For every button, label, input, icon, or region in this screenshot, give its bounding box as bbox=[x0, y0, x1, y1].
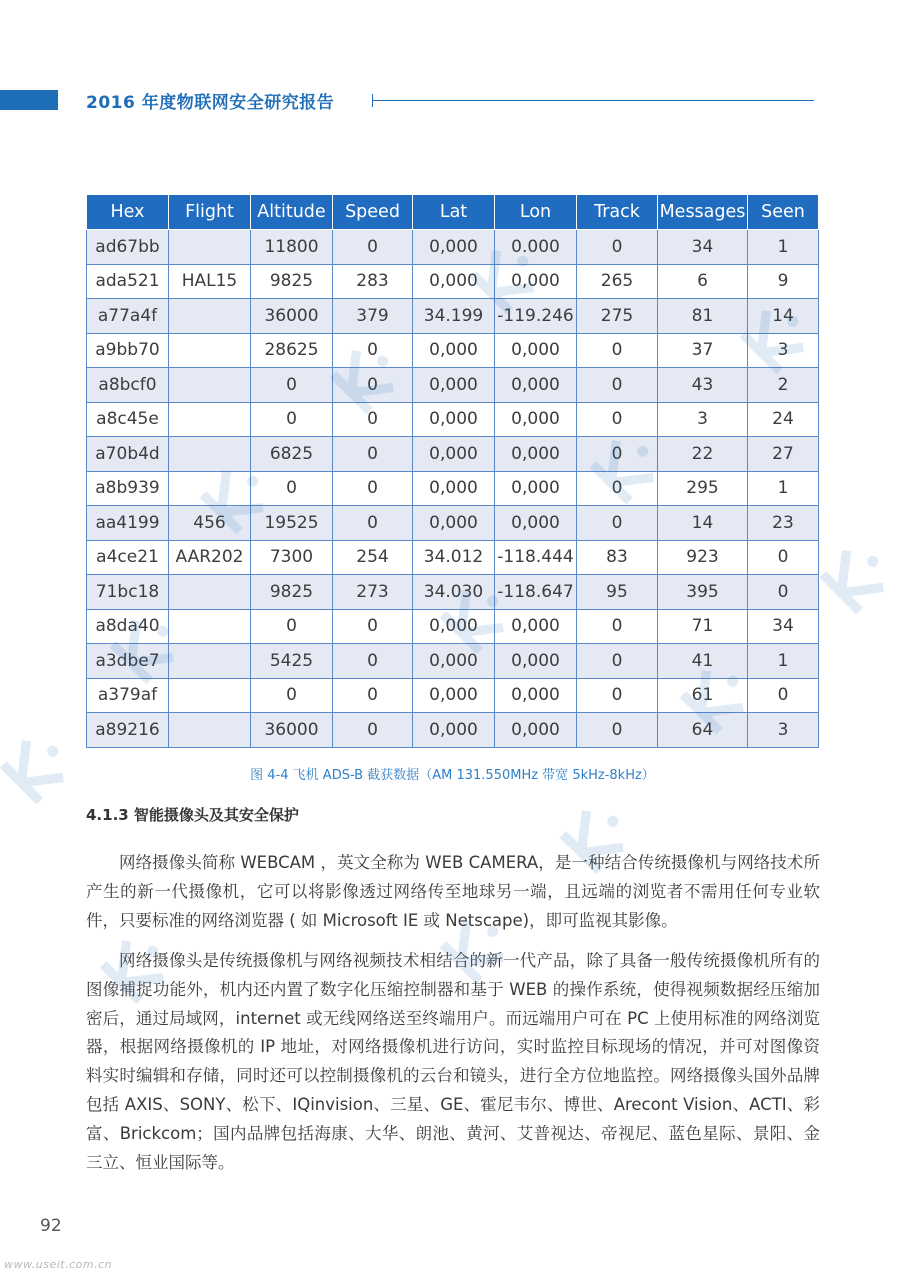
cell-altitude: 0 bbox=[251, 678, 333, 713]
cell-messages: 71 bbox=[658, 609, 748, 644]
cell-altitude: 28625 bbox=[251, 333, 333, 368]
cell-flight bbox=[169, 368, 251, 403]
cell-lat: 0,000 bbox=[413, 230, 495, 265]
cell-hex: a8c45e bbox=[87, 402, 169, 437]
cell-speed: 254 bbox=[333, 540, 413, 575]
cell-hex: a8bcf0 bbox=[87, 368, 169, 403]
cell-speed: 0 bbox=[333, 713, 413, 748]
cell-speed: 0 bbox=[333, 402, 413, 437]
table-row bbox=[87, 540, 819, 575]
report-title: 2016 年度物联网安全研究报告 bbox=[86, 93, 335, 113]
cell-altitude: 36000 bbox=[251, 713, 333, 748]
header-rule bbox=[372, 100, 814, 101]
cell-track: 0 bbox=[577, 713, 658, 748]
cell-messages: 43 bbox=[658, 368, 748, 403]
cell-track: 0 bbox=[577, 437, 658, 472]
cell-lat: 0,000 bbox=[413, 713, 495, 748]
cell-flight bbox=[169, 333, 251, 368]
cell-speed: 273 bbox=[333, 575, 413, 610]
cell-flight bbox=[169, 299, 251, 334]
cell-lon: 0,000 bbox=[495, 713, 577, 748]
cell-altitude: 7300 bbox=[251, 540, 333, 575]
column-header-messages: Messages bbox=[658, 195, 748, 230]
cell-hex: a70b4d bbox=[87, 437, 169, 472]
cell-speed: 0 bbox=[333, 230, 413, 265]
cell-lat: 0,000 bbox=[413, 609, 495, 644]
cell-messages: 81 bbox=[658, 299, 748, 334]
cell-lon: 0,000 bbox=[495, 402, 577, 437]
cell-flight bbox=[169, 402, 251, 437]
cell-altitude: 9825 bbox=[251, 264, 333, 299]
cell-seen: 9 bbox=[748, 264, 819, 299]
table-row bbox=[87, 230, 819, 265]
cell-seen: 0 bbox=[748, 575, 819, 610]
cell-speed: 0 bbox=[333, 333, 413, 368]
cell-seen: 34 bbox=[748, 609, 819, 644]
header-accent-bar bbox=[0, 90, 58, 110]
table-header-row bbox=[87, 195, 819, 230]
cell-speed: 0 bbox=[333, 644, 413, 679]
cell-hex: aa4199 bbox=[87, 506, 169, 541]
cell-hex: 71bc18 bbox=[87, 575, 169, 610]
cell-seen: 1 bbox=[748, 644, 819, 679]
cell-altitude: 19525 bbox=[251, 506, 333, 541]
cell-speed: 0 bbox=[333, 368, 413, 403]
cell-lon: 0,000 bbox=[495, 506, 577, 541]
table-row bbox=[87, 506, 819, 541]
cell-messages: 295 bbox=[658, 471, 748, 506]
cell-lon: 0,000 bbox=[495, 678, 577, 713]
cell-lat: 0,000 bbox=[413, 644, 495, 679]
cell-speed: 283 bbox=[333, 264, 413, 299]
cell-messages: 41 bbox=[658, 644, 748, 679]
cell-lat: 0,000 bbox=[413, 368, 495, 403]
cell-hex: a8b939 bbox=[87, 471, 169, 506]
figure-caption: 图 4-4 飞机 ADS-B 截获数据（AM 131.550MHz 带宽 5kHz-8kHz） bbox=[250, 768, 655, 783]
column-header-lon: Lon bbox=[495, 195, 577, 230]
table-row bbox=[87, 299, 819, 334]
cell-hex: a3dbe7 bbox=[87, 644, 169, 679]
cell-track: 95 bbox=[577, 575, 658, 610]
cell-speed: 0 bbox=[333, 437, 413, 472]
cell-messages: 37 bbox=[658, 333, 748, 368]
cell-altitude: 9825 bbox=[251, 575, 333, 610]
page-number: 92 bbox=[40, 1216, 62, 1236]
cell-flight: HAL15 bbox=[169, 264, 251, 299]
cell-lon: -118.647 bbox=[495, 575, 577, 610]
cell-lon: -118.444 bbox=[495, 540, 577, 575]
cell-flight bbox=[169, 230, 251, 265]
column-header-hex: Hex bbox=[87, 195, 169, 230]
column-header-flight: Flight bbox=[169, 195, 251, 230]
cell-messages: 34 bbox=[658, 230, 748, 265]
cell-lat: 34.030 bbox=[413, 575, 495, 610]
cell-seen: 2 bbox=[748, 368, 819, 403]
cell-altitude: 0 bbox=[251, 471, 333, 506]
cell-messages: 22 bbox=[658, 437, 748, 472]
body-paragraph: 网络摄像头是传统摄像机与网络视频技术相结合的新一代产品，除了具备一般传统摄像机所有的图像捕捉功能外，机内还内置了数字化压缩控制器和基于 WEB 的操作系统，使得视频数据经压缩加密后，通过局域网，internet 或无线网络送至终端用户。而远端用户可在 PC 上使用标准的网络浏览器，根据网络摄像机的 IP 地址，对网络摄像机进行访问，实时监控目标现场的情况，并可对图像资料实时编辑和存储，同时还可以控制摄像机的云台和镜头，进行全方位地监控。网络摄像头国外品牌包括 AXIS、SONY、松下、IQinvision、三星、GE、霍尼韦尔、博世、Arecont Vision、ACTI、彩富、Brickcom；国内品牌包括海康、大华、朗池、黄河、艾普视达、帝视尼、蓝色星际、景阳、金三立、恒业国际等。 bbox=[86, 951, 820, 1172]
cell-flight bbox=[169, 678, 251, 713]
watermark-logo-icon bbox=[805, 525, 905, 630]
cell-hex: a379af bbox=[87, 678, 169, 713]
cell-messages: 6 bbox=[658, 264, 748, 299]
cell-flight: 456 bbox=[169, 506, 251, 541]
cell-track: 0 bbox=[577, 333, 658, 368]
site-url: www.useit.com.cn bbox=[4, 1258, 113, 1271]
cell-lon: 0,000 bbox=[495, 437, 577, 472]
cell-hex: a9bb70 bbox=[87, 333, 169, 368]
cell-lat: 34.012 bbox=[413, 540, 495, 575]
cell-lat: 0,000 bbox=[413, 402, 495, 437]
cell-altitude: 36000 bbox=[251, 299, 333, 334]
cell-speed: 0 bbox=[333, 609, 413, 644]
cell-seen: 3 bbox=[748, 333, 819, 368]
cell-track: 83 bbox=[577, 540, 658, 575]
cell-messages: 923 bbox=[658, 540, 748, 575]
cell-track: 275 bbox=[577, 299, 658, 334]
cell-lat: 0,000 bbox=[413, 471, 495, 506]
cell-speed: 379 bbox=[333, 299, 413, 334]
cell-altitude: 0 bbox=[251, 368, 333, 403]
cell-lat: 0,000 bbox=[413, 264, 495, 299]
column-header-speed: Speed bbox=[333, 195, 413, 230]
cell-lon: 0,000 bbox=[495, 471, 577, 506]
cell-seen: 0 bbox=[748, 540, 819, 575]
cell-messages: 64 bbox=[658, 713, 748, 748]
cell-speed: 0 bbox=[333, 506, 413, 541]
cell-track: 265 bbox=[577, 264, 658, 299]
cell-lon: 0,000 bbox=[495, 609, 577, 644]
cell-seen: 14 bbox=[748, 299, 819, 334]
cell-lon: 0,000 bbox=[495, 644, 577, 679]
table-row bbox=[87, 368, 819, 403]
cell-seen: 27 bbox=[748, 437, 819, 472]
cell-messages: 14 bbox=[658, 506, 748, 541]
cell-hex: ad67bb bbox=[87, 230, 169, 265]
cell-track: 0 bbox=[577, 471, 658, 506]
cell-hex: ada521 bbox=[87, 264, 169, 299]
column-header-seen: Seen bbox=[748, 195, 819, 230]
column-header-track: Track bbox=[577, 195, 658, 230]
body-paragraph: 网络摄像头简称 WEBCAM ，英文全称为 WEB CAMERA，是一种结合传统摄像机与网络技术所产生的新一代摄像机，它可以将影像透过网络传至地球另一端，且远端的浏览者不需用任何专业软件，只要标准的网络浏览器 ( 如 Microsoft IE 或 Netscape)，即可监视其影像。 bbox=[86, 853, 820, 930]
table-row bbox=[87, 264, 819, 299]
cell-altitude: 5425 bbox=[251, 644, 333, 679]
column-header-altitude: Altitude bbox=[251, 195, 333, 230]
cell-altitude: 0 bbox=[251, 402, 333, 437]
cell-track: 0 bbox=[577, 368, 658, 403]
cell-altitude: 0 bbox=[251, 609, 333, 644]
section-heading: 4.1.3 智能摄像头及其安全保护 bbox=[86, 806, 299, 824]
cell-lon: 0,000 bbox=[495, 264, 577, 299]
cell-messages: 61 bbox=[658, 678, 748, 713]
cell-seen: 1 bbox=[748, 471, 819, 506]
cell-speed: 0 bbox=[333, 678, 413, 713]
cell-lon: -119.246 bbox=[495, 299, 577, 334]
cell-speed: 0 bbox=[333, 471, 413, 506]
cell-messages: 395 bbox=[658, 575, 748, 610]
cell-lat: 0,000 bbox=[413, 678, 495, 713]
cell-lat: 0,000 bbox=[413, 437, 495, 472]
cell-altitude: 11800 bbox=[251, 230, 333, 265]
cell-flight bbox=[169, 575, 251, 610]
cell-lat: 0,000 bbox=[413, 506, 495, 541]
cell-track: 0 bbox=[577, 230, 658, 265]
cell-track: 0 bbox=[577, 678, 658, 713]
cell-flight bbox=[169, 713, 251, 748]
cell-lat: 34.199 bbox=[413, 299, 495, 334]
cell-hex: a8da40 bbox=[87, 609, 169, 644]
table-row bbox=[87, 333, 819, 368]
cell-seen: 3 bbox=[748, 713, 819, 748]
watermark-logo-icon bbox=[0, 715, 89, 820]
cell-track: 0 bbox=[577, 402, 658, 437]
cell-seen: 23 bbox=[748, 506, 819, 541]
cell-track: 0 bbox=[577, 506, 658, 541]
table-row bbox=[87, 402, 819, 437]
cell-hex: a4ce21 bbox=[87, 540, 169, 575]
cell-lat: 0,000 bbox=[413, 333, 495, 368]
cell-altitude: 6825 bbox=[251, 437, 333, 472]
cell-track: 0 bbox=[577, 609, 658, 644]
cell-hex: a77a4f bbox=[87, 299, 169, 334]
cell-lon: 0,000 bbox=[495, 368, 577, 403]
column-header-lat: Lat bbox=[413, 195, 495, 230]
cell-track: 0 bbox=[577, 644, 658, 679]
table-row bbox=[87, 437, 819, 472]
cell-flight: AAR202 bbox=[169, 540, 251, 575]
cell-lon: 0.000 bbox=[495, 230, 577, 265]
cell-messages: 3 bbox=[658, 402, 748, 437]
cell-seen: 0 bbox=[748, 678, 819, 713]
cell-seen: 1 bbox=[748, 230, 819, 265]
cell-hex: a89216 bbox=[87, 713, 169, 748]
cell-seen: 24 bbox=[748, 402, 819, 437]
cell-lon: 0,000 bbox=[495, 333, 577, 368]
